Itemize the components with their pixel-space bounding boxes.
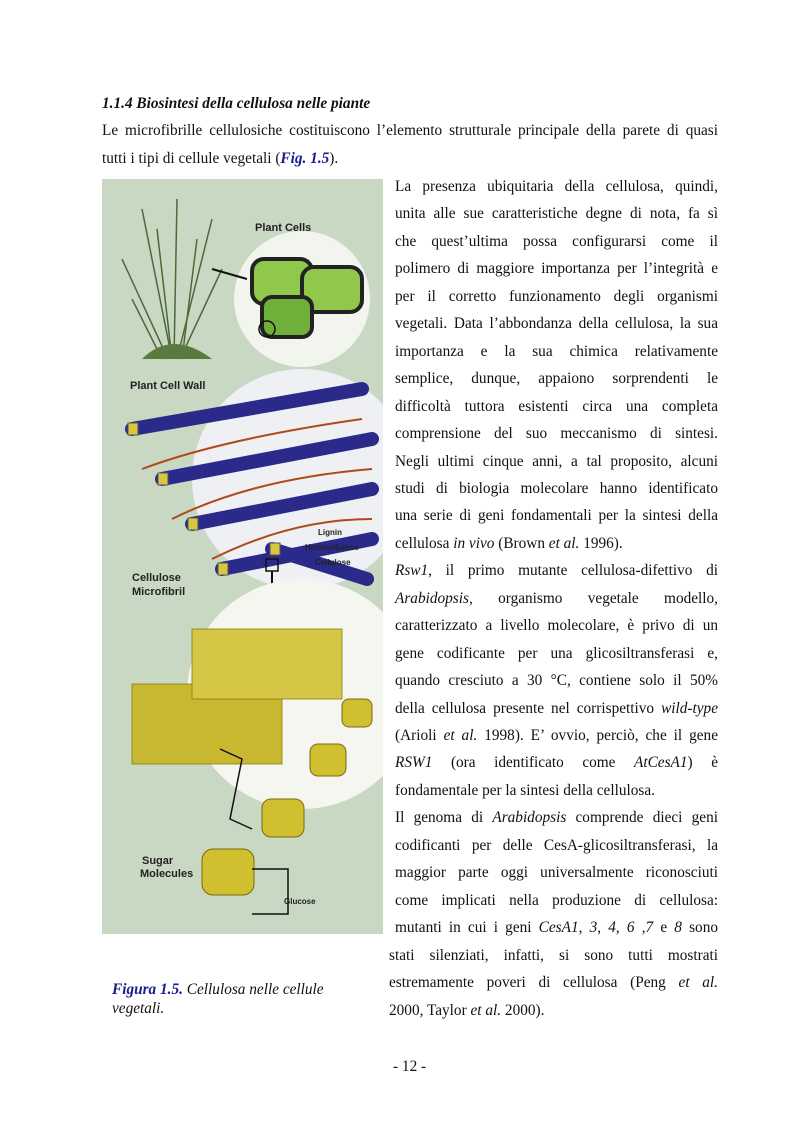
label-sugar-2: Molecules xyxy=(140,868,194,880)
text-line xyxy=(395,535,718,553)
text-segment: , il primo mutante cellulosa-difettivo di xyxy=(428,562,718,580)
italic-text: Arabidopsis, xyxy=(395,589,473,607)
italic-text: Arabidopsis xyxy=(492,809,567,827)
text-segment: comprensione del suo meccanismo di sintesi. xyxy=(395,425,718,443)
text-segment: che quest’ultima possa configurarsi come il xyxy=(395,232,718,250)
italic-text: wild-type xyxy=(661,699,718,717)
text-line xyxy=(395,260,718,278)
text-line xyxy=(395,178,718,196)
italic-text: 4 xyxy=(608,919,616,937)
page-number: - 12 - xyxy=(393,1058,427,1075)
italic-text: et al. xyxy=(548,534,580,552)
text-segment: codificanti per delle CesA-glicosiltransferasi, la xyxy=(395,836,718,854)
italic-text: 3 xyxy=(589,919,598,937)
italic-text: et al. xyxy=(678,974,719,992)
caption-reference: Figura 1.5. xyxy=(112,981,183,998)
label-cellulose-microfibril-1: Cellulose xyxy=(132,572,181,584)
text-line xyxy=(395,453,718,471)
text-line xyxy=(395,370,718,388)
text-segment: difficoltà tuttora esistenti circa una completa xyxy=(395,397,718,415)
text-segment: e xyxy=(653,919,675,937)
text-segment: 2000, Taylor xyxy=(389,1001,471,1019)
italic-text: 6 xyxy=(626,919,635,937)
text-line xyxy=(395,398,718,416)
label-hemicellulose: Hemicellulose xyxy=(305,543,359,552)
text-line xyxy=(395,425,718,443)
text-segment: caratterizzato a livello molecolare, è privo di un xyxy=(395,617,718,635)
italic-text: AtCesA1 xyxy=(634,754,688,772)
text-line xyxy=(395,919,718,937)
text-segment: estremamente poveri di cellulosa (Peng xyxy=(389,974,679,992)
label-plant-cells: Plant Cells xyxy=(255,222,312,234)
text-line xyxy=(395,700,718,718)
text-segment: Negli ultimi cinque anni, a tal proposito, alcuni xyxy=(395,452,718,470)
text-segment: stati silenziati, infatti, si sono tutti mostrati xyxy=(389,946,718,964)
text-segment: 1998). E’ ovvio, perciò, che il gene xyxy=(477,727,718,744)
text-segment: gene codificante per una glicosiltransferasi e, xyxy=(395,644,718,662)
section-heading: 1.1.4 Biosintesi della cellulosa nelle piante xyxy=(102,95,371,112)
text-line xyxy=(395,233,718,251)
text-line xyxy=(395,782,718,800)
text-segment: (Brown xyxy=(494,534,549,552)
text-segment: , xyxy=(615,919,627,937)
text-segment: 1996). xyxy=(579,534,623,552)
label-sugar-1: Sugar xyxy=(142,855,174,867)
text-line xyxy=(395,315,718,333)
text-line xyxy=(395,645,718,663)
text-segment: sono xyxy=(681,919,718,937)
text-line xyxy=(395,892,718,910)
text-segment: una serie di geni fondamentali per la sintesi della xyxy=(395,507,718,525)
text-segment: La presenza ubiquitaria della cellulosa, quindi, xyxy=(395,178,718,195)
label-glucose: Glucose xyxy=(284,897,316,906)
intro-line-1: Le microfibrille cellulosiche costituiscono l’elemento strutturale principale della parete di quasi xyxy=(102,122,718,139)
italic-text: Rsw1 xyxy=(395,562,429,580)
text-line xyxy=(389,1002,718,1020)
text-segment: , xyxy=(578,919,590,937)
text-segment: maggior parte oggi universalmente riconosciuti xyxy=(395,864,718,882)
text-segment: come implicati nella produzione di cellulosa: xyxy=(395,891,718,909)
italic-text: in vivo xyxy=(453,534,495,552)
text-segment: quando cresciuto a 30 °C, contiene solo il 50% xyxy=(395,672,718,690)
text-line xyxy=(395,288,718,306)
text-segment: importanza e la sua chimica relativamente xyxy=(395,342,718,360)
italic-text: 7 xyxy=(645,919,654,937)
italic-text: et al. xyxy=(470,1001,502,1019)
text-segment: Il genoma di xyxy=(395,809,493,827)
caption-text: Cellulosa nelle cellule vegetali. xyxy=(112,981,324,1017)
text-segment: (ora identificato come xyxy=(432,754,634,772)
text-segment: cellulosa xyxy=(395,534,454,552)
italic-text: CesA1 xyxy=(538,919,579,937)
text-segment: unita alle sue caratteristiche degne di nota, fa sì xyxy=(395,205,718,223)
text-line xyxy=(395,809,718,827)
text-segment: (Arioli xyxy=(395,727,444,744)
label-lignin: Lignin xyxy=(318,528,342,537)
text-segment: vegetali. Data l’abbondanza della cellulosa, la sua xyxy=(395,315,718,333)
intro-text-end: ). xyxy=(329,150,339,167)
italic-text: et al. xyxy=(443,727,478,744)
text-segment: studi di biologia molecolare hanno identificato xyxy=(395,479,718,497)
text-segment: organismo vegetale modello, xyxy=(472,589,718,607)
text-line xyxy=(389,974,718,992)
italic-text: 8 xyxy=(674,919,682,937)
grass-base xyxy=(142,344,212,359)
text-line xyxy=(395,864,718,882)
text-segment: mutanti in cui i geni xyxy=(395,919,539,937)
intro-text: tutti i tipi di cellule vegetali ( xyxy=(102,150,281,167)
text-segment: 2000). xyxy=(501,1001,545,1019)
label-cellulose: Cellulose xyxy=(315,558,351,567)
text-line xyxy=(395,562,718,580)
cellulose-diagram xyxy=(102,179,383,934)
grass-plant xyxy=(122,199,222,359)
text-line xyxy=(395,754,718,772)
text-segment: fondamentale per la sintesi della cellulosa. xyxy=(395,781,655,799)
text-line xyxy=(395,617,718,635)
figure-reference-link[interactable]: Fig. 1.5 xyxy=(280,150,330,167)
text-line xyxy=(395,343,718,361)
text-segment: per il corretto funzionamento degli organismi xyxy=(395,287,718,305)
text-segment: ) è xyxy=(687,754,718,772)
text-line xyxy=(389,947,718,965)
text-line xyxy=(395,727,718,745)
text-line xyxy=(395,480,718,498)
text-line xyxy=(395,837,718,855)
text-segment: , xyxy=(597,919,609,937)
text-segment: , xyxy=(634,919,646,937)
text-segment: polimero di maggiore importanza per l’integrità e xyxy=(395,260,718,278)
text-line xyxy=(395,672,718,690)
text-line xyxy=(395,507,718,525)
intro-line-2 xyxy=(102,150,338,168)
figure-cellulose-illustration xyxy=(102,179,383,934)
text-segment: semplice, dunque, appaiono sorprendenti le xyxy=(395,370,718,388)
text-segment: della cellulosa presente nel corrispettivo xyxy=(395,699,662,717)
label-plant-cell-wall: Plant Cell Wall xyxy=(130,380,206,392)
figure-caption xyxy=(112,980,362,1018)
text-line xyxy=(395,205,718,223)
text-line xyxy=(395,590,718,608)
text-segment: comprende dieci geni xyxy=(566,809,718,827)
label-cellulose-microfibril-2: Microfibril xyxy=(132,586,186,598)
italic-text: RSW1 xyxy=(395,754,433,772)
